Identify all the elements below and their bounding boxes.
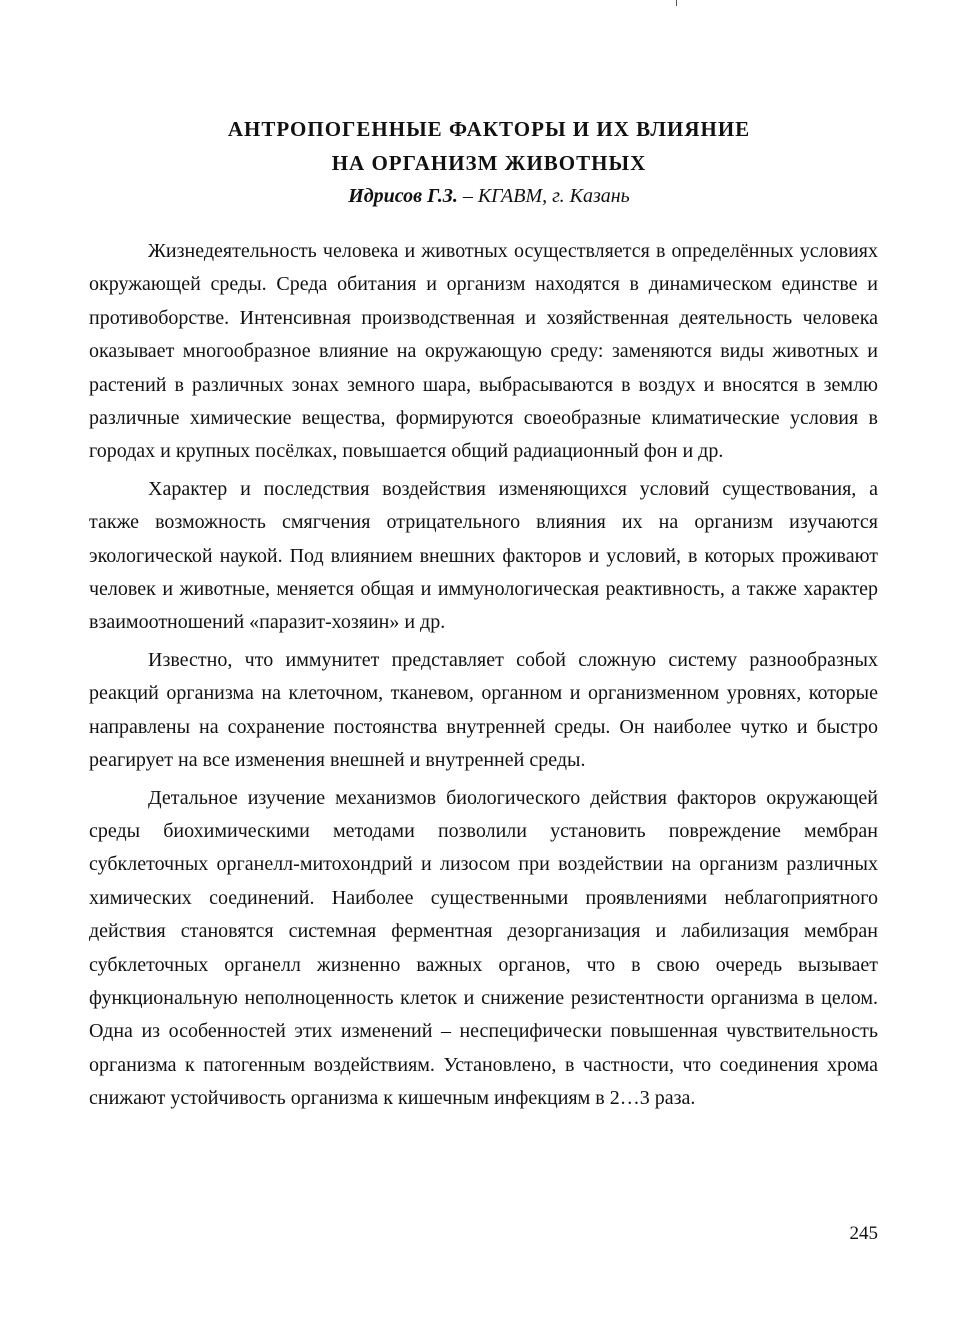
scan-mark — [676, 0, 677, 6]
page-number: 245 — [849, 1223, 878, 1244]
article-title — [0, 112, 978, 180]
article-body — [89, 235, 878, 1120]
paragraph-2: Характер и последствия воздействия изменяющихся условий существования, а также возможность смягчения отрицательного влияния их на организм изучаются экологической наукой. Под влиянием внешних факторов и условий, в которых проживают человек и животные, меняется общая и иммунологическая реактивность, а также характер взаимоотношений «паразит-хозяин» и др. — [89, 477, 878, 634]
title-line-1: АНТРОПОГЕННЫЕ ФАКТОРЫ И ИХ ВЛИЯНИЕ — [227, 117, 751, 141]
paragraph-3: Известно, что иммунитет представляет собой сложную систему разнообразных реакций организма на клеточном, тканевом, органном и организменном уровнях, которые направлены на сохранение постоянства внутренней среды. Он наиболее чутко и быстро реагирует на все изменения внешней и внутренней среды. — [89, 648, 878, 772]
author-affiliation: – КГАВМ, г. Казань — [457, 185, 630, 207]
paragraph-1: Жизнедеятельность человека и животных осуществляется в определённых условиях окружающей среды. Среда обитания и организм находятся в динамическом единстве и противоборстве. Интенсивная производственная и хозяйственная деятельность человека оказывает многообразное влияние на окружающую среду: заменяются виды животных и растений в различных зонах земного шара, выбрасываются в воздух и вносятся в землю различные химические вещества, формируются своеобразные климатические условия в городах и крупных посёлках, повышается общий радиационный фон и др. — [89, 240, 878, 463]
author-line — [0, 181, 978, 211]
title-line-2: НА ОРГАНИЗМ ЖИВОТНЫХ — [331, 151, 647, 175]
paragraph-4: Детальное изучение механизмов биологического действия факторов окружающей среды биохимическими методами позволили установить повреждение мембран субклеточных органелл-митохондрий и лизосом при воздействии на организм различных химических соединений. Наиболее существенными проявлениями неблагоприятного действия становятся системная ферментная дезорганизация и лабилизация мембран субклеточных органелл жизненно важных органов, что в свою очередь вызывает функциональную неполноценность клеток и снижение резистентности организма в целом. Одна из особенностей этих изменений – неспецифически повышенная чувствительность организма к патогенным воздействиям. Установлено, в частности, что соединения хрома снижают устойчивость организма к кишечным инфекциям в 2…3 раза. — [89, 786, 878, 1110]
author-name: Идрисов Г.З. — [348, 185, 458, 207]
